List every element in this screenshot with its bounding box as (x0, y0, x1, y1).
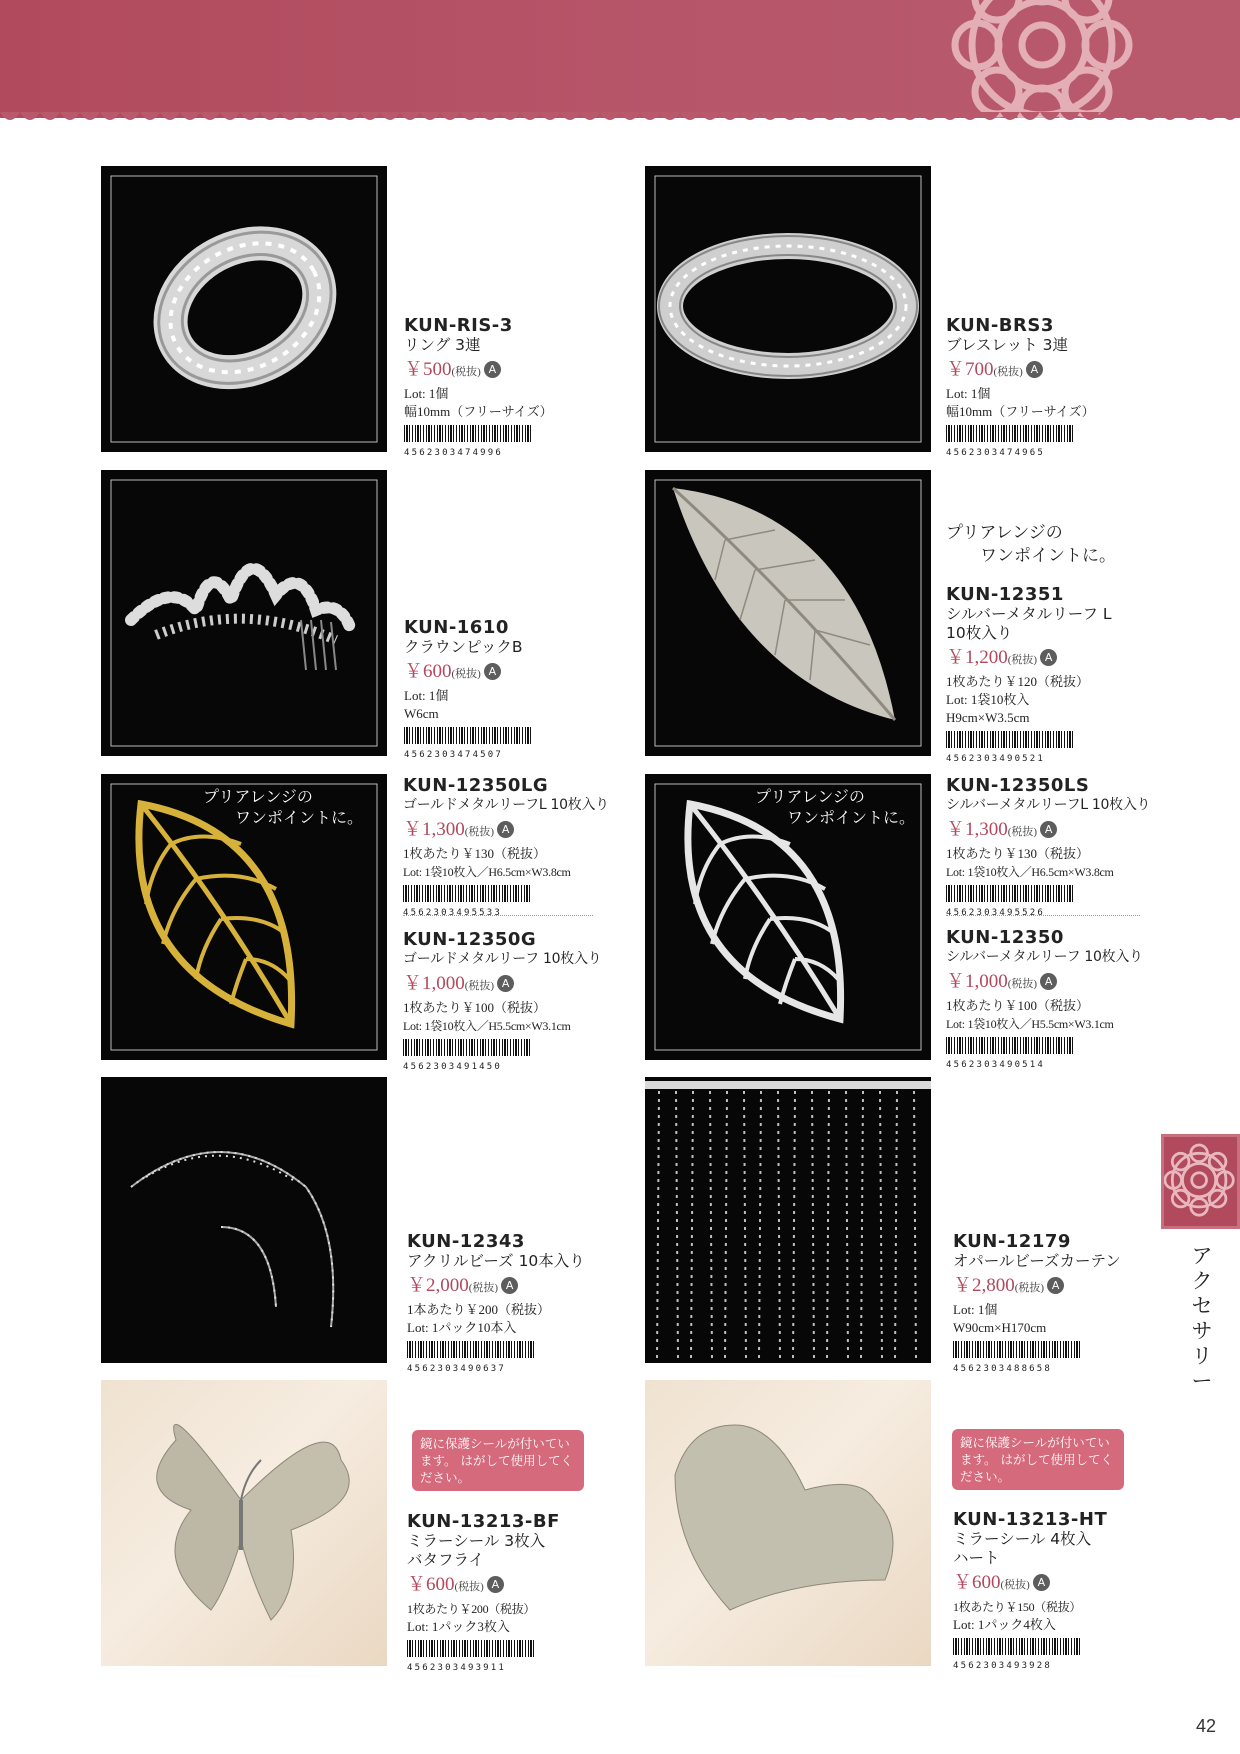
product-price: ￥500(税抜) A (404, 357, 604, 385)
product-photo-heart-mirror (645, 1380, 931, 1666)
product-photo-gold-leaf (101, 774, 387, 1060)
product-code: KUN-13213-BF (407, 1511, 560, 1532)
product-info: KUN-12350LG ゴールドメタルリーフL 10枚入り ￥1,300(税抜) A 1枚あたり￥130（税抜） Lot: 1袋10枚入／H6.5cm×W3.8cm 4562303495533 (403, 776, 643, 909)
product-price: ￥1,000(税抜) A (946, 969, 1186, 997)
product-price: ￥600(税抜) A (404, 659, 604, 687)
rank-badge: A (484, 361, 501, 378)
product-info: KUN-BRS3 ブレスレット 3連 ￥700(税抜) A Lot: 1個 幅10mm（フリーサイズ） 4562303474965 (946, 316, 1146, 449)
barcode: 4562303493928 (953, 1638, 1081, 1662)
product-code: KUN-12350LS (946, 775, 1090, 796)
barcode: 4562303490637 (407, 1341, 535, 1365)
product-name: ゴールドメタルリーフL 10枚入り (403, 797, 609, 813)
product-name: ゴールドメタルリーフ 10枚入り (403, 951, 602, 967)
barcode: 4562303491450 (403, 1039, 531, 1063)
rank-badge: A (1026, 361, 1043, 378)
product-info: KUN-RIS-3 リング 3連 ￥500(税抜) A Lot: 1個 幅10mm（フリーサイズ） 4562303474996 (404, 316, 604, 449)
product-price: ￥600(税抜) A (407, 1572, 607, 1600)
product-photo-silver-leaf (645, 774, 931, 1060)
product-price: ￥1,000(税抜) A (403, 971, 643, 999)
product-price: ￥1,200(税抜) A (946, 645, 1146, 673)
product-name: シルバーメタルリーフL 10枚入り (946, 797, 1151, 813)
product-photo-ring (101, 166, 387, 452)
product-price: ￥600(税抜) A (953, 1570, 1153, 1598)
product-name: オパールビーズカーテン (953, 1252, 1121, 1270)
product-code: KUN-12343 (407, 1231, 525, 1252)
barcode: 4562303490521 (946, 731, 1074, 755)
product-code: KUN-13213-HT (953, 1509, 1108, 1530)
barcode: 4562303493911 (407, 1640, 535, 1664)
product-info: KUN-12179 オパールビーズカーテン ￥2,800(税抜) A Lot: 1個 W90cm×H170cm 4562303488658 (953, 1232, 1153, 1365)
product-info: KUN-12351 シルバーメタルリーフ L 10枚入り ￥1,200(税抜) A 1枚あたり￥120（税抜） Lot: 1袋10枚入 H9cm×W3.5cm 4562303490521 (946, 585, 1146, 755)
section-label: ア ク セ サ リ ー (1191, 1244, 1213, 1393)
product-price: ￥2,000(税抜) A (407, 1273, 607, 1301)
product-name: シルバーメタルリーフ 10枚入り (946, 949, 1143, 965)
product-code: KUN-BRS3 (946, 315, 1054, 336)
page-number: 42 (1196, 1716, 1217, 1736)
product-price: ￥700(税抜) A (946, 357, 1146, 385)
product-code: KUN-12351 (946, 584, 1064, 605)
tagline-overlay: プリアレンジの ワンポイントに。 (755, 787, 916, 827)
barcode: 4562303488658 (953, 1341, 1081, 1365)
product-info: KUN-1610 クラウンピックB ￥600(税抜) A Lot: 1個 W6cm 4562303474507 (404, 618, 604, 751)
barcode: 4562303495533 (403, 885, 531, 909)
product-info: KUN-12350G ゴールドメタルリーフ 10枚入り ￥1,000(税抜) A 1枚あたり￥100（税抜） Lot: 1袋10枚入／H5.5cm×W3.1cm 4562303491450 (403, 930, 643, 1063)
product-photo-bracelet (645, 166, 931, 452)
notice-box: 鏡に保護シールが付いてい ます。 はがして使用してく ださい。 (412, 1430, 584, 1491)
rank-badge: A (1040, 649, 1057, 666)
rank-badge: A (487, 1576, 504, 1593)
product-info: KUN-13213-BF ミラーシール 3枚入 バタフライ ￥600(税抜) A 1枚あたり￥200（税抜） Lot: 1パック3枚入 4562303493911 (407, 1512, 607, 1664)
product-photo-bead-curtain (645, 1077, 931, 1363)
rank-badge: A (501, 1277, 518, 1294)
product-name: ミラーシール 3枚入 バタフライ (407, 1532, 546, 1569)
product-name: リング 3連 (404, 336, 481, 354)
product-name: アクリルビーズ 10本入り (407, 1252, 585, 1270)
product-code: KUN-12350LG (403, 775, 549, 796)
product-price: ￥2,800(税抜) A (953, 1273, 1153, 1301)
product-price: ￥1,300(税抜) A (403, 817, 643, 845)
rank-badge: A (497, 975, 514, 992)
barcode: 4562303474965 (946, 425, 1074, 449)
product-info: KUN-13213-HT ミラーシール 4枚入 ハート ￥600(税抜) A 1枚あたり￥150（税抜） Lot: 1パック4枚入 4562303493928 (953, 1510, 1153, 1662)
section-tab[interactable] (1161, 1134, 1240, 1229)
product-photo-silver-leaf-l (645, 470, 931, 756)
tagline-overlay: プリアレンジの ワンポイントに。 (203, 787, 364, 827)
product-photo-crown-pick (101, 470, 387, 756)
rank-badge: A (1047, 1277, 1064, 1294)
product-name: ブレスレット 3連 (946, 336, 1069, 354)
dotted-divider (403, 915, 593, 916)
product-price: ￥1,300(税抜) A (946, 817, 1186, 845)
product-code: KUN-12350 (946, 927, 1064, 948)
product-photo-butterfly-mirror (101, 1380, 387, 1666)
rank-badge: A (484, 663, 501, 680)
product-code: KUN-RIS-3 (404, 315, 513, 336)
product-code: KUN-1610 (404, 617, 509, 638)
header-banner (0, 0, 1240, 118)
product-name: クラウンピックB (404, 638, 523, 656)
rank-badge: A (497, 821, 514, 838)
lace-flower-icon (1164, 1137, 1237, 1226)
barcode: 4562303490514 (946, 1037, 1074, 1061)
dotted-divider (946, 915, 1140, 916)
product-info: KUN-12350LS シルバーメタルリーフL 10枚入り ￥1,300(税抜) A 1枚あたり￥130（税抜） Lot: 1袋10枚入／H6.5cm×W3.8cm 4562303495526 (946, 776, 1186, 909)
product-name: シルバーメタルリーフ L 10枚入り (946, 605, 1112, 642)
tagline: プリアレンジの ワンポイントに。 (946, 523, 1116, 566)
notice-box: 鏡に保護シールが付いてい ます。 はがして使用してく ださい。 (952, 1429, 1124, 1490)
scallop-divider (0, 112, 1240, 128)
rank-badge: A (1040, 821, 1057, 838)
product-name: ミラーシール 4枚入 ハート (953, 1530, 1092, 1567)
barcode: 4562303474507 (404, 727, 532, 751)
product-code: KUN-12179 (953, 1231, 1071, 1252)
product-info: KUN-12350 シルバーメタルリーフ 10枚入り ￥1,000(税抜) A 1枚あたり￥100（税抜） Lot: 1袋10枚入／H5.5cm×W3.1cm 4562303490514 (946, 928, 1186, 1061)
product-info: KUN-12343 アクリルビーズ 10本入り ￥2,000(税抜) A 1本あたり￥200（税抜） Lot: 1パック10本入 4562303490637 (407, 1232, 607, 1365)
barcode: 4562303495526 (946, 885, 1074, 909)
rank-badge: A (1040, 973, 1057, 990)
rank-badge: A (1033, 1574, 1050, 1591)
product-code: KUN-12350G (403, 929, 537, 950)
product-photo-acrylic-beads (101, 1077, 387, 1363)
barcode: 4562303474996 (404, 425, 532, 449)
lace-flower-icon (922, 0, 1162, 118)
